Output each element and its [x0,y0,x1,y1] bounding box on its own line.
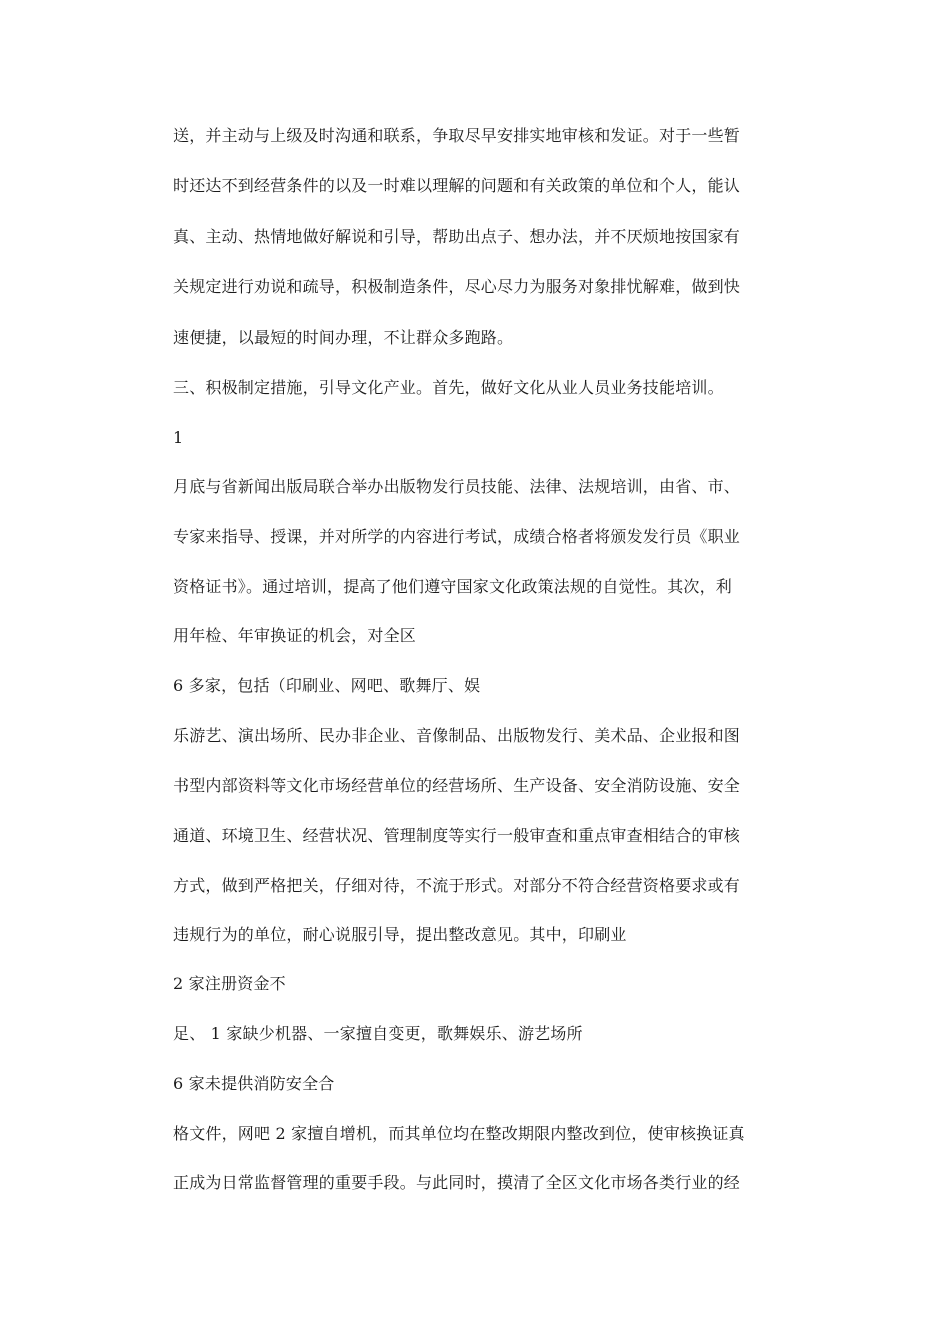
text-line: 用年检、年审换证的机会，对全区 [173,626,417,645]
text-line: 书型内部资料等文化市场经营单位的经营场所、生产设备、安全消防设施、安全 [173,776,741,795]
text-line: 6 家未提供消防安全合 [173,1074,335,1093]
text-line: 月底与省新闻出版局联合举办出版物发行员技能、法律、法规培训，由省、市、 [173,477,741,496]
text-line: 格文件，网吧 2 家擅自增机，而其单位均在整改期限内整改到位，使审核换证真 [173,1124,745,1143]
text-line: 6 多家，包括（印刷业、网吧、歌舞厅、娱 [173,676,481,695]
text-line: 通道、环境卫生、经营状况、管理制度等实行一般审查和重点审查相结合的审核 [173,826,741,845]
text-line: 乐游艺、演出场所、民办非企业、音像制品、出版物发行、美术品、企业报和图 [173,726,741,745]
text-line: 三、积极制定措施，引导文化产业。首先，做好文化从业人员业务技能培训。 [173,378,724,397]
text-line: 正成为日常监督管理的重要手段。与此同时，摸清了全区文化市场各类行业的经 [173,1173,741,1192]
text-line: 送，并主动与上级及时沟通和联系，争取尽早安排实地审核和发证。对于一些暂 [173,126,741,145]
text-line: 时还达不到经营条件的以及一时难以理解的问题和有关政策的单位和个人，能认 [173,176,741,195]
text-line: 资格证书》。通过培训，提高了他们遵守国家文化政策法规的自觉性。其次，利 [173,577,733,596]
text-line: 方式，做到严格把关，仔细对待，不流于形式。对部分不符合经营资格要求或有 [173,876,741,895]
text-line: 足、 1 家缺少机器、一家擅自变更，歌舞娱乐、游艺场所 [173,1024,583,1043]
text-line: 真、主动、热情地做好解说和引导，帮助出点子、想办法，并不厌烦地按国家有 [173,227,741,246]
text-line: 专家来指导、授课，并对所学的内容进行考试，成绩合格者将颁发发行员《职业 [173,527,741,546]
text-line: 违规行为的单位，耐心说服引导，提出整改意见。其中，印刷业 [173,925,627,944]
text-line: 2 家注册资金不 [173,974,286,993]
text-line: 关规定进行劝说和疏导，积极制造条件，尽心尽力为服务对象排忧解难，做到快 [173,277,741,296]
text-line: 1 [173,428,184,447]
text-line: 速便捷，以最短的时间办理，不让群众多跑路。 [173,328,514,347]
